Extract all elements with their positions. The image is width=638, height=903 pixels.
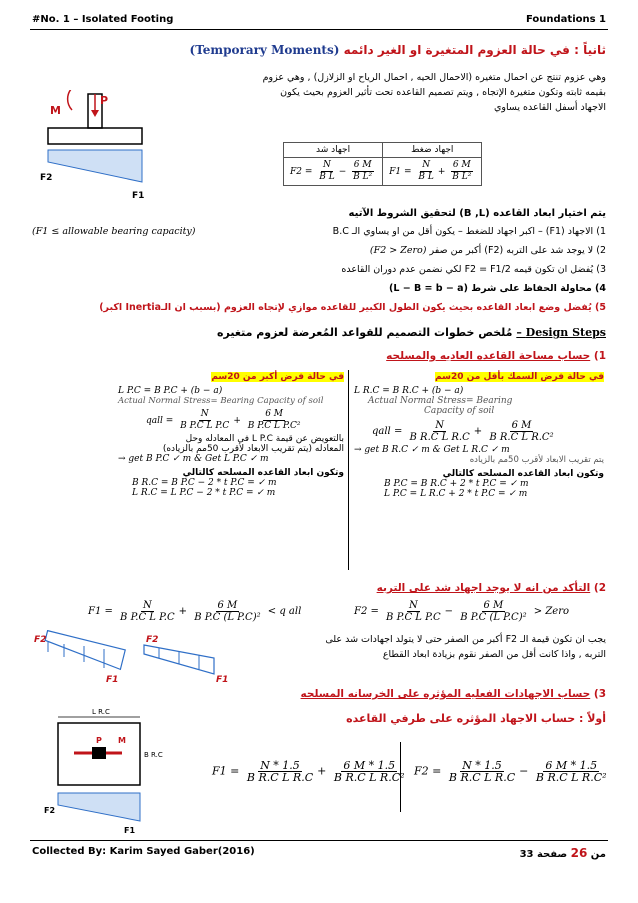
step1-right-banner: في حالة فرض السمك بأقل من 20سم [435, 372, 604, 382]
intro-line-1: وهي عزوم تنتج عن احمال متغيره (الاحمال الحيه , احمال الرياح او الزلازل) , وهي عزوم [262, 72, 606, 83]
left-get: → get B P.C ✓ m & Get L P.C ✓ m [118, 454, 269, 464]
step1-left-banner: في حالة فرض أكبر من 20سم [211, 372, 344, 382]
f2-formula: F2 = $\frac{N}{\text{B L}}$ − $\frac{6 M}{\text{B L²}}$ [284, 158, 383, 186]
right-eq1: L R.C = B R.C + (b − a) [354, 386, 464, 396]
condition-4: 4) محاولة الحفاظ على شرط (L − B = b − a) [389, 283, 606, 294]
intro-line-3: الاجهاد أسفل القاعده يساوي [494, 102, 606, 113]
footer-page [520, 846, 606, 860]
step3-f1-formula: F1 = $\frac{N * 1.5}{\text{B R.C L R.C}}$ + $\frac{6 M * 1.5}{\text{B R.C L R.C²}}$ [212, 759, 405, 784]
right-stress-line1: Actual Normal Stress= Bearing [368, 396, 513, 406]
f1-formula: F1 = $\frac{N}{\text{B L}}$ + $\frac{6 M}{\text{B L²}}$ [383, 158, 482, 186]
header-left: #No. 1 – Isolated Footing [32, 14, 174, 25]
step2-note-line1: يجب ان تكون قيمة الـ F2 أكبر من الصفر حتى لا يتولد اجهادات شد على [325, 634, 606, 645]
fig3-f2-label: F2 [44, 806, 56, 815]
right-stress-line2: Capacity of soil [424, 406, 495, 416]
fig3-f1-label: F1 [124, 826, 136, 835]
header-right: Foundations 1 [525, 14, 606, 25]
fig3-p-label: P [96, 736, 102, 745]
step2-f1-formula: F1 = $\frac{N}{\text{B P.C L P.C}}$ + $\frac{6 M}{\text{B P.C (L P.C)²}}$ < q all [88, 600, 302, 623]
stress-distribution-figures [34, 630, 234, 685]
right-sub: وتكون ابعاد القاعده المسلحه كالتالي [442, 469, 604, 479]
left-l-eq: L R.C = L P.C − 2 * t P.C = ✓ m [132, 488, 276, 498]
footer-rule [30, 840, 608, 841]
title-english: (Temporary Moments) [189, 43, 340, 57]
condition-2: 2) لا يوجد شد على التربه (F2) أكبر من صفر (F2 > Zero) [369, 245, 606, 256]
stress-table-col-tension: اجهاد شد [284, 143, 383, 158]
fig1-m-label: M [50, 104, 61, 117]
intro-line-2: بقيمه ثابته وتكون متغيرة الإتجاه , ويتم تصميم القاعده تحت تأثير العزوم بحيث يكون [280, 87, 606, 98]
header-rule [30, 29, 608, 30]
conditions-list [32, 226, 606, 321]
step1-right-column [354, 372, 604, 499]
right-get: → get B R.C ✓ m & Get L R.C ✓ m [354, 445, 510, 455]
fig3-l-label: L R.C [92, 708, 110, 716]
footer-page-total: 33 [519, 849, 534, 860]
left-qall: qall = $\frac{N}{\text{B P.C L P.C}}$ + $\frac{6 M}{\text{B P.C L P.C²}}$ [146, 409, 301, 431]
fig2-f1-a: F1 [106, 675, 119, 685]
step3-f2-formula: F2 = $\frac{N * 1.5}{\text{B R.C L R.C}}$ − $\frac{6 M * 1.5}{\text{B R.C L R.C²}}$ [414, 759, 607, 784]
left-sub-line2: المعادله (يتم تقريب الابعاد لأقرب 50مم بالزياده) [162, 444, 344, 454]
fig2-f2-a: F2 [34, 635, 47, 645]
footing-plan-figure [40, 705, 170, 835]
step1-left-column [118, 372, 344, 498]
right-note: يتم تقريب الابعاد لأقرب 50مم بالزياده [469, 455, 604, 465]
step3-title: 3) حساب الاجهادات الفعليه المؤثره على الخرسانه المسلحه [300, 688, 606, 700]
stress-table [283, 142, 482, 186]
fig1-f2-label: F2 [40, 173, 53, 183]
fig2-f1-b: F1 [216, 675, 229, 685]
right-qall: qall = $\frac{N}{\text{B R.C L R.C}}$ + $\frac{6 M}{\text{B R.C L R.C²}}$ [372, 420, 554, 443]
design-steps-heading: Design Steps – مُلخص خطوات التصميم للقواعد المُعرضة لعزوم متغيره [217, 326, 606, 339]
step2-title: 2) التأكد من انه لا يوجد اجهاد شد على التربه [376, 582, 606, 594]
right-b-eq: B P.C = B R.C + 2 * t P.C = ✓ m [384, 479, 529, 489]
step1-divider [348, 370, 349, 570]
step2-note-line2: التربه , واذا كانت أقل من الصفر نقوم بزيادة ابعاد القطاع [382, 649, 606, 660]
title-arabic: ثانياً : في حالة العزوم المتغيرة او الغير دائمه [343, 43, 606, 57]
left-eq1: L P.C = B P.C + (b − a) [118, 386, 223, 396]
fig2-f2-b: F2 [146, 635, 159, 645]
left-b-eq: B R.C = B P.C − 2 * t P.C = ✓ m [132, 478, 277, 488]
intro-paragraph [186, 70, 606, 115]
step3-subtitle: أولاً : حساب الاجهاد المؤثره على طرفي القاعده [346, 712, 606, 725]
fig3-b-label: B R.C [144, 751, 163, 759]
condition-3: 3) يُفضل ان تكون قيمه F2 = F1/2 لكي نضمن عدم دوران القاعده [341, 264, 606, 275]
condition-5: 5) يُفضل وضع ابعاد القاعده بحيث يكون الطول الكبير للقاعده موازي لإتجاه العزوم (بسبب ان الـInertia اكبر) [99, 302, 606, 313]
fig3-m-label: M [118, 736, 126, 745]
step2-f2-formula: F2 = $\frac{N}{\text{B P.C L P.C}}$ − $\frac{6 M}{\text{B P.C (L P.C)²}}$ > Zero [354, 600, 570, 623]
step2-note [246, 632, 606, 662]
condition-1: 1) الاجهاد (F1) – اكبر اجهاد للضغط – يكون أقل من او يساوي الـ B.C (F1 ≤ allowable bearing capacity) [32, 226, 606, 237]
right-l-eq: L P.C = L R.C + 2 * t P.C = ✓ m [384, 489, 528, 499]
conditions-heading: يتم اختيار ابعاد القاعده (B ,L) لتحقيق الشروط الآتيه [348, 208, 606, 219]
footer-of-word: من [590, 849, 606, 860]
stress-table-col-compression: اجهاد ضغط [383, 143, 482, 158]
footing-moment-figure [40, 90, 160, 200]
step1-title: 1) حساب مساحة القاعده العاديه والمسلحه [386, 350, 606, 362]
left-sub: وتكون ابعاد القاعده المسلحه كالتالي [182, 468, 344, 478]
section-title [190, 43, 606, 57]
footer-page-word: صفحة [536, 849, 568, 860]
fig1-p-label: P [100, 94, 109, 107]
left-sub-line1: بالتعويض عن قيمة L P.C فى المعادله وحل [185, 434, 344, 444]
footer-page-number: 26 [570, 846, 588, 860]
left-stress-line1: Actual Normal Stress= Bearing Capacity of soil [118, 396, 324, 406]
footer-left: Collected By: Karim Sayed Gaber(2016) [32, 846, 255, 857]
fig1-f1-label: F1 [132, 191, 145, 200]
